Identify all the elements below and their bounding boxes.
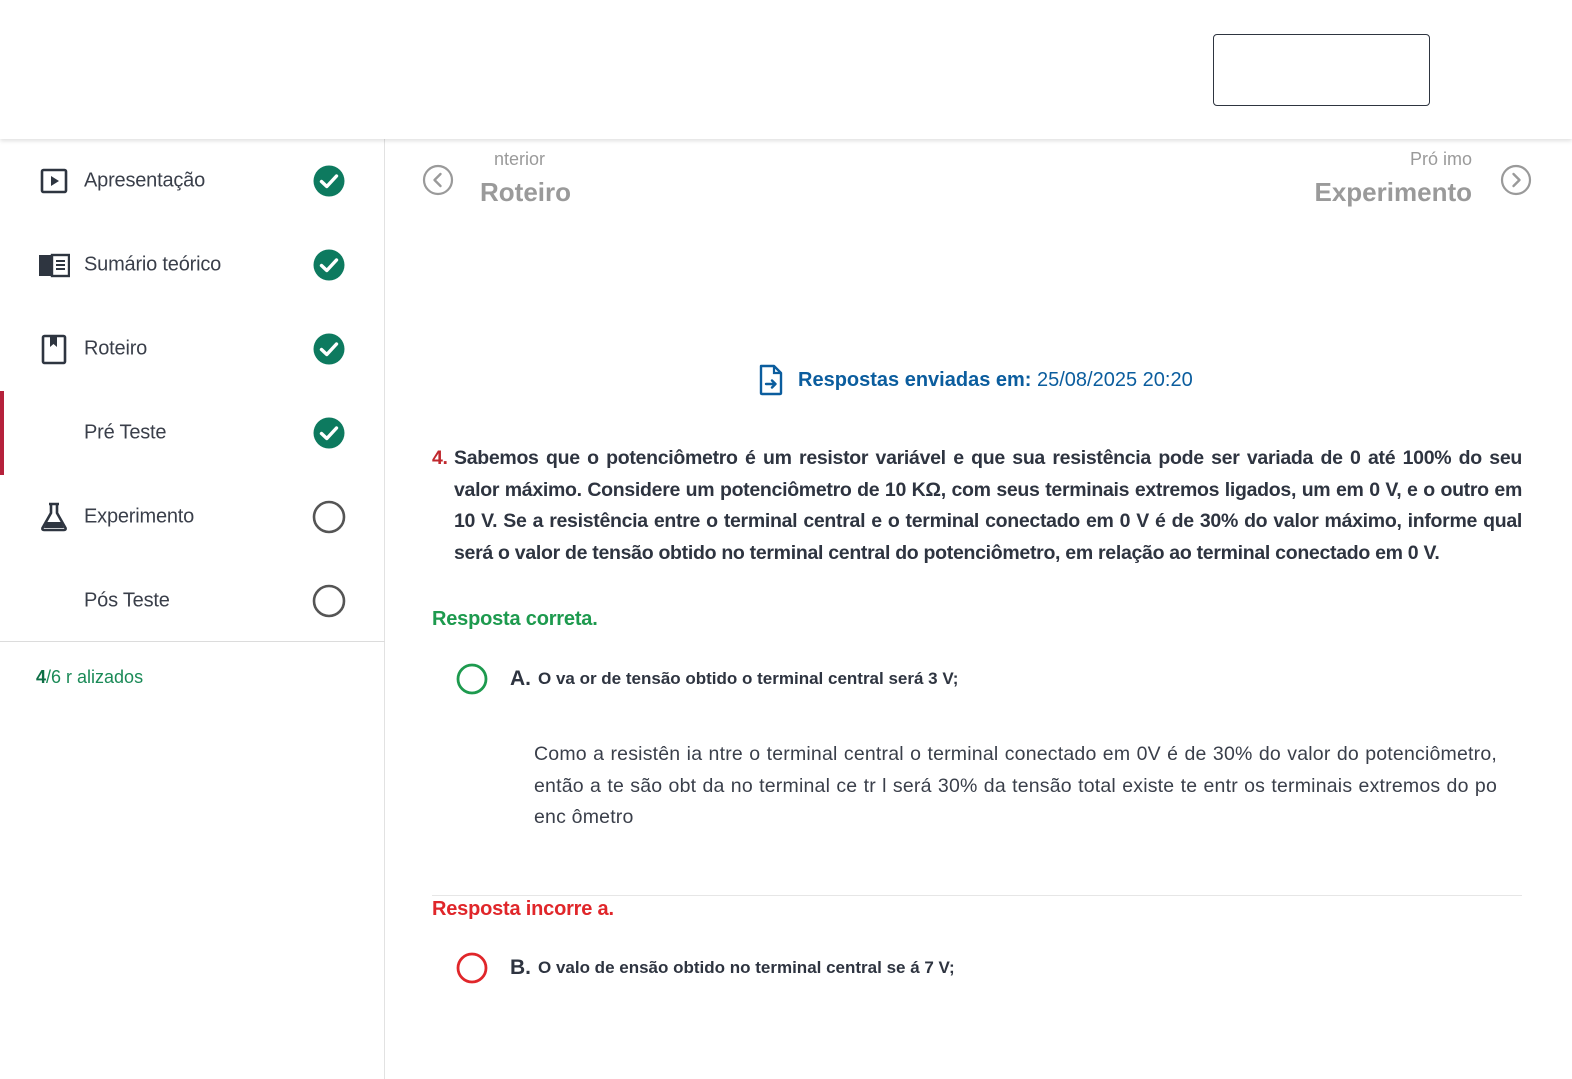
option-letter: A.: [510, 667, 531, 690]
play-square-icon: [38, 165, 70, 197]
next-nav[interactable]: [1272, 147, 1532, 217]
radio-incorrect-icon: [456, 952, 488, 984]
check-circle-icon: [312, 416, 346, 450]
next-label: Pró imo: [1409, 149, 1472, 169]
flask-icon: [38, 501, 70, 533]
sidebar-item-label: Experimento: [84, 505, 195, 528]
answers-separator: [432, 895, 1522, 896]
previous-title[interactable]: Roteiro: [480, 177, 571, 207]
top-header: [0, 0, 1572, 139]
answer-explanation: Como a resistên ia ntre o terminal central o terminal conectado em 0V é de 30% do valor do potenciômetro, então a te são obt da no terminal ce tr l será 30% da tensão total existe te entr os terminais extremos do po enc ômetro: [534, 743, 1497, 828]
chevron-left-circle-icon[interactable]: [422, 164, 454, 196]
sidebar-item-label: Pré Teste: [84, 421, 167, 444]
answer-option-b: [456, 951, 955, 985]
question-number: 4.: [432, 447, 448, 469]
sidebar-item-pos-teste[interactable]: [0, 559, 385, 643]
check-circle-icon: [312, 248, 346, 282]
empty-circle-icon: [312, 500, 346, 534]
chevron-right-circle-icon[interactable]: [1500, 164, 1532, 196]
sidebar-item-pre-teste[interactable]: [0, 391, 385, 475]
progress-rest: /6 r alizados: [46, 667, 144, 687]
check-circle-icon: [312, 332, 346, 366]
question-text: Sabemos que o potenciômetro é um resistor variável e que sua resistência pode ser variada de 0 até 100% do seu valor máximo. Considere um potenciômetro de 10 KΩ, com seus terminais extremos ligados, um em 0 V, e o outro em 10 V. Se a resistência entre o terminal central e o terminal conectado em 0 V é de 30% do valor máximo, informe qual será o valor de tensão obtido no terminal central do potenciômetro, em relação ao terminal conectado em 0 V.: [454, 447, 1522, 564]
progress-summary: [36, 667, 143, 688]
sidebar-item-experimento[interactable]: [0, 475, 385, 559]
header-action-box[interactable]: [1213, 34, 1430, 106]
sidebar-item-apresentacao[interactable]: [0, 139, 385, 223]
answer-option-a: [456, 662, 958, 696]
previous-label: nterior: [494, 149, 546, 169]
bookmark-book-icon: [38, 333, 70, 365]
empty-circle-icon: [312, 584, 346, 618]
main-content: [386, 139, 1572, 1079]
option-text: O va or de tensão obtido o terminal central será 3 V;: [538, 669, 959, 688]
option-text: O valo de ensão obtido no terminal central se á 7 V;: [538, 958, 955, 977]
option-letter: B.: [510, 956, 531, 979]
sidebar-item-label: Roteiro: [84, 337, 148, 360]
sidebar-item-label: Sumário teórico: [84, 253, 222, 276]
sent-datetime: 25/08/2025 20:20: [1037, 368, 1193, 391]
radio-correct-icon: [456, 663, 488, 695]
book-list-icon: [38, 249, 70, 281]
next-title[interactable]: Experimento: [1314, 177, 1472, 207]
sidebar-item-label: Pós Teste: [84, 589, 170, 612]
correct-answer-label: Resposta correta.: [432, 608, 598, 630]
progress-count: 4: [36, 667, 47, 687]
sent-label: Respostas enviadas em:: [798, 368, 1032, 391]
file-submit-icon: [758, 364, 784, 396]
previous-nav[interactable]: [422, 147, 622, 217]
sidebar-item-roteiro[interactable]: [0, 307, 385, 391]
sidebar-divider: [0, 641, 385, 642]
check-circle-icon: [312, 164, 346, 198]
sidebar-item-sumario-teorico[interactable]: [0, 223, 385, 307]
question-block: [432, 443, 1522, 569]
sidebar-item-label: Apresentação: [84, 169, 206, 192]
sidebar: [0, 139, 385, 1079]
answers-sent-info: [758, 363, 1193, 397]
incorrect-answer-label: Resposta incorre a.: [432, 898, 614, 920]
